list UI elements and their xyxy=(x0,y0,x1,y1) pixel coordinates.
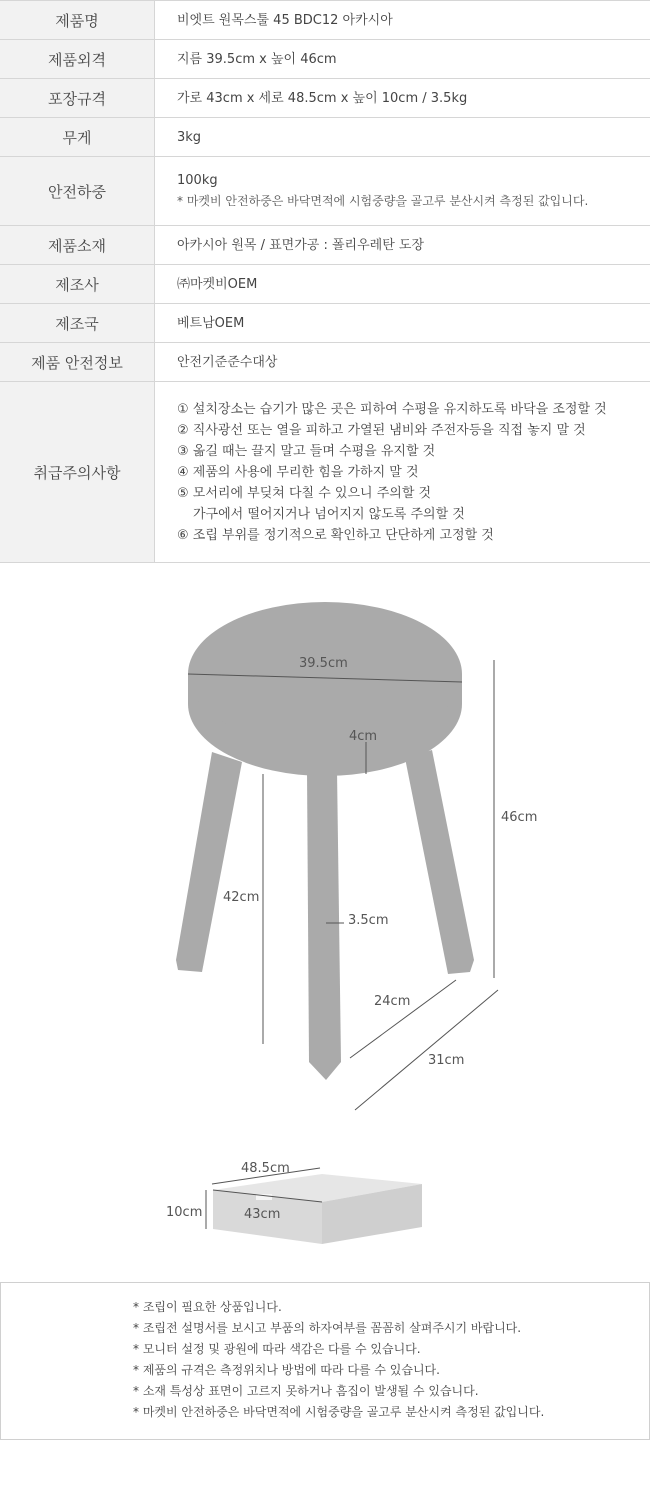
stool-seat-top xyxy=(188,602,462,746)
spec-row-caution xyxy=(0,382,650,563)
spec-value xyxy=(155,343,650,382)
stool-drawing xyxy=(0,562,650,1282)
spec-value xyxy=(155,1,650,40)
spec-value xyxy=(155,40,650,79)
note-item: * 마켓비 안전하중은 바닥면적에 시험중량을 골고루 분산시켜 측정된 값입니다. xyxy=(133,1405,545,1419)
spec-row-package xyxy=(0,79,650,118)
spec-label: 제품외격 xyxy=(0,40,155,79)
seat-thickness-label: 4cm xyxy=(349,729,378,744)
spec-label: 제품명 xyxy=(0,1,155,40)
leg-spread-label: 24cm xyxy=(374,994,411,1009)
spec-label: 안전하중 xyxy=(0,157,155,226)
spec-value-line: ㈜마켓비OEM xyxy=(177,276,258,292)
seat-diameter-label: 39.5cm xyxy=(299,656,348,671)
notes-list xyxy=(1,1283,649,1423)
spec-value xyxy=(155,118,650,157)
spec-value-line: 3kg xyxy=(177,129,202,145)
spec-row-name xyxy=(0,1,650,40)
leg-height-label: 42cm xyxy=(223,890,260,905)
note-item: * 모니터 설정 및 광원에 따라 색감은 다를 수 있습니다. xyxy=(133,1342,421,1356)
spec-label: 제조사 xyxy=(0,265,155,304)
note-item: * 소재 특성상 표면이 고르지 못하거나 흠집이 발생될 수 있습니다. xyxy=(133,1384,479,1398)
spec-row-load xyxy=(0,157,650,226)
caution-item: ③ 옮길 때는 끌지 말고 들며 수평을 유지할 것 xyxy=(177,443,436,459)
notes-box xyxy=(0,1282,650,1440)
stool-leg-front xyxy=(307,770,341,1080)
spec-row-dimensions xyxy=(0,40,650,79)
load-note: * 마켓비 안전하중은 바닥면적에 시험중량을 골고루 분산시켜 측정된 값입니다. xyxy=(177,194,589,208)
spec-label: 무게 xyxy=(0,118,155,157)
total-height-label: 46cm xyxy=(501,810,538,825)
box-height-label: 10cm xyxy=(166,1205,203,1220)
caution-item: ⑥ 조립 부위를 정기적으로 확인하고 단단하게 고정할 것 xyxy=(177,527,494,543)
caution-item: ④ 제품의 사용에 무리한 힘을 가하지 말 것 xyxy=(177,464,419,480)
spec-table xyxy=(0,0,650,563)
spec-value-line: 안전기준준수대상 xyxy=(177,354,278,370)
spec-row-manufacturer xyxy=(0,265,650,304)
spec-row-weight xyxy=(0,118,650,157)
stool-leg-left xyxy=(176,752,242,972)
spec-value-line: 아카시아 원목 / 표면가공 : 폴리우레탄 도장 xyxy=(177,237,425,253)
spec-label: 포장규격 xyxy=(0,79,155,118)
spec-value-line: 100kg xyxy=(177,173,218,188)
leg-spread-line xyxy=(350,980,456,1058)
spec-value-line: 가로 43cm x 세로 48.5cm x 높이 10cm / 3.5kg xyxy=(177,90,468,106)
spec-value-line: 베트남OEM xyxy=(177,315,245,331)
note-item: * 조립전 설명서를 보시고 부품의 하자여부를 꼼꼼히 살펴주시기 바랍니다. xyxy=(133,1321,522,1335)
note-item: * 조립이 필요한 상품입니다. xyxy=(133,1300,282,1314)
spec-value xyxy=(155,226,650,265)
caution-item: 가구에서 떨어지거나 넘어지지 않도록 주의할 것 xyxy=(193,506,465,522)
spec-label: 제품소재 xyxy=(0,226,155,265)
caution-item: ⑤ 모서리에 부딪쳐 다칠 수 있으니 주의할 것 xyxy=(177,485,432,501)
spec-value xyxy=(155,79,650,118)
caution-item: ② 직사광선 또는 열을 피하고 가열된 냄비와 주전자등을 직접 놓지 말 것 xyxy=(177,422,586,438)
note-item: * 제품의 규격은 측정위치나 방법에 따라 다를 수 있습니다. xyxy=(133,1363,440,1377)
dimension-diagram xyxy=(0,562,650,1282)
spec-value xyxy=(155,157,650,226)
spec-value-line: 지름 39.5cm x 높이 46cm xyxy=(177,51,337,67)
leg-width-label: 3.5cm xyxy=(348,913,389,928)
spec-label: 취급주의사항 xyxy=(0,382,155,563)
spec-value xyxy=(155,382,650,563)
spec-row-material xyxy=(0,226,650,265)
spec-row-safety xyxy=(0,343,650,382)
spec-label: 제품 안전정보 xyxy=(0,343,155,382)
box-width-label: 43cm xyxy=(244,1207,281,1222)
spec-row-origin xyxy=(0,304,650,343)
base-span-label: 31cm xyxy=(428,1053,465,1068)
spec-value xyxy=(155,304,650,343)
stool-leg-back xyxy=(405,750,474,974)
spec-label: 제조국 xyxy=(0,304,155,343)
spec-value xyxy=(155,265,650,304)
caution-item: ① 설치장소는 습기가 많은 곳은 피하여 수평을 유지하도록 바닥을 조정할 것 xyxy=(177,401,607,417)
box-depth-label: 48.5cm xyxy=(241,1161,290,1176)
spec-value-line: 비엣트 원목스툴 45 BDC12 아카시아 xyxy=(177,12,393,28)
